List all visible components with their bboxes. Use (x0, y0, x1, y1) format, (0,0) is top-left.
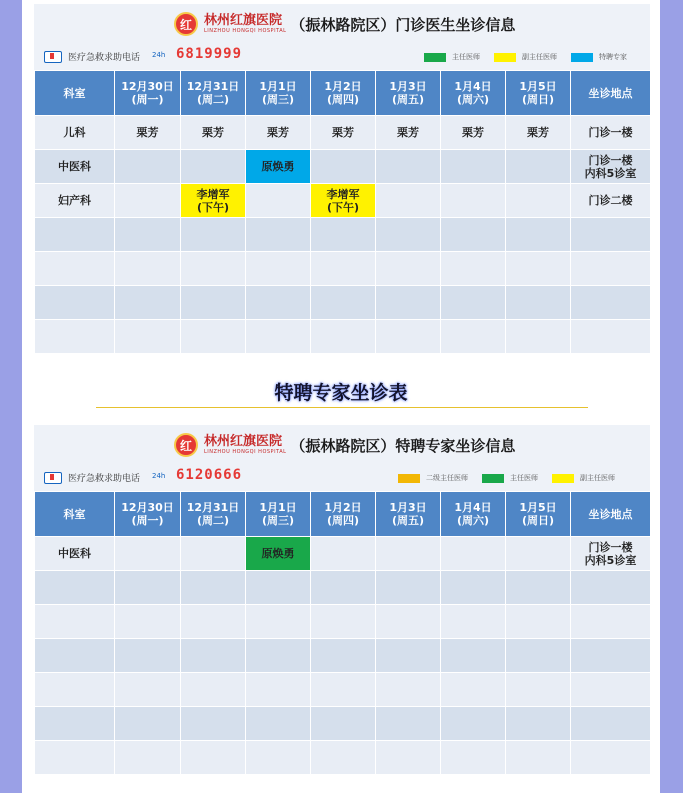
dept-cell: 儿科 (35, 116, 115, 150)
dept-cell: 妇产科 (35, 184, 115, 218)
empty-cell (246, 571, 311, 605)
empty-cell (311, 286, 376, 320)
doctor-cell: 栗芳 (115, 116, 181, 150)
location-cell: 门诊一楼 (571, 116, 651, 150)
empty-cell (506, 673, 571, 707)
header-date: 1月2日 (周四) (311, 492, 376, 537)
doctor-cell (506, 537, 571, 571)
legend-label: 副主任医师 (522, 53, 557, 61)
doctor-cell (441, 184, 506, 218)
header-location: 坐诊地点 (571, 492, 651, 537)
empty-cell (311, 673, 376, 707)
empty-cell (181, 218, 246, 252)
empty-cell (311, 218, 376, 252)
empty-cell (181, 639, 246, 673)
empty-cell (115, 707, 181, 741)
doctor-cell (441, 537, 506, 571)
doctor-cell: 李增军 (下午) (181, 184, 246, 218)
doctor-cell: 栗芳 (376, 116, 441, 150)
empty-cell (115, 571, 181, 605)
doctor-cell (506, 184, 571, 218)
empty-cell (376, 605, 441, 639)
doctor-cell (246, 184, 311, 218)
table-row (35, 150, 651, 184)
table-row (35, 605, 651, 639)
empty-cell (376, 252, 441, 286)
table-row (35, 320, 651, 354)
empty-cell (441, 218, 506, 252)
empty-cell (35, 218, 115, 252)
card-title: （振林路院区）门诊医生坐诊信息 (290, 15, 516, 34)
table-row (35, 286, 651, 320)
doctor-cell (181, 150, 246, 184)
header-date: 1月2日 (周四) (311, 71, 376, 116)
empty-cell (181, 320, 246, 354)
empty-cell (181, 605, 246, 639)
hotline-number: 6819999 (176, 46, 243, 62)
empty-cell (246, 218, 311, 252)
empty-cell (506, 605, 571, 639)
empty-cell (246, 605, 311, 639)
legend-swatch (552, 474, 574, 483)
table-row (35, 116, 651, 150)
empty-cell (376, 571, 441, 605)
ambulance-icon (44, 51, 62, 63)
legend (410, 52, 627, 62)
empty-cell (115, 605, 181, 639)
header-date: 1月1日 (周三) (246, 492, 311, 537)
doctor-cell: 栗芳 (246, 116, 311, 150)
header-date: 1月4日 (周六) (441, 492, 506, 537)
empty-cell (376, 286, 441, 320)
doctor-cell (115, 184, 181, 218)
empty-cell (506, 218, 571, 252)
doctor-cell: 李增军 (下午) (311, 184, 376, 218)
empty-cell (506, 571, 571, 605)
empty-cell (181, 741, 246, 775)
doctor-cell: 栗芳 (506, 116, 571, 150)
hospital-logo-icon: 红 (174, 12, 198, 36)
doctor-cell (311, 537, 376, 571)
empty-cell (571, 673, 651, 707)
empty-cell (115, 639, 181, 673)
table-row (35, 571, 651, 605)
empty-cell (571, 286, 651, 320)
empty-cell (246, 252, 311, 286)
empty-cell (441, 673, 506, 707)
empty-cell (571, 320, 651, 354)
doctor-cell (115, 537, 181, 571)
legend-swatch (398, 474, 420, 483)
schedule-card-expert (34, 425, 650, 775)
empty-cell (35, 707, 115, 741)
empty-cell (115, 741, 181, 775)
empty-cell (571, 218, 651, 252)
empty-cell (571, 571, 651, 605)
empty-cell (181, 252, 246, 286)
doctor-cell (181, 537, 246, 571)
empty-cell (35, 605, 115, 639)
empty-cell (571, 605, 651, 639)
card-header (34, 4, 650, 44)
doctor-cell (441, 150, 506, 184)
empty-cell (115, 218, 181, 252)
card-title: （振林路院区）特聘专家坐诊信息 (290, 436, 516, 455)
header-date: 1月4日 (周六) (441, 71, 506, 116)
expert-section-title: 特聘专家坐诊表 (274, 382, 408, 404)
hotline-24h-icon: 24h (152, 51, 166, 59)
empty-cell (181, 673, 246, 707)
location-cell: 门诊一楼 内科5诊室 (571, 537, 651, 571)
legend-swatch (424, 53, 446, 62)
empty-cell (35, 673, 115, 707)
empty-cell (376, 673, 441, 707)
doctor-cell: 原焕勇 (246, 150, 311, 184)
hospital-name: 林州红旗医院 (204, 13, 283, 28)
doctor-cell (376, 537, 441, 571)
empty-cell (35, 252, 115, 286)
empty-cell (571, 741, 651, 775)
doctor-cell: 栗芳 (181, 116, 246, 150)
legend-swatch (482, 474, 504, 483)
hotline-label: 医疗急救求助电话 (68, 53, 141, 63)
card-header (34, 425, 650, 465)
legend-label: 二级主任医师 (426, 474, 468, 482)
empty-cell (506, 639, 571, 673)
hotline-row (34, 44, 650, 70)
empty-cell (246, 707, 311, 741)
empty-cell (35, 571, 115, 605)
header-date: 12月30日 (周一) (115, 71, 181, 116)
doctor-cell (115, 150, 181, 184)
table-row (35, 218, 651, 252)
empty-cell (376, 320, 441, 354)
header-date: 1月1日 (周三) (246, 71, 311, 116)
hospital-logo-icon: 红 (174, 433, 198, 457)
empty-cell (311, 707, 376, 741)
empty-cell (376, 218, 441, 252)
dept-cell: 中医科 (35, 150, 115, 184)
table-row (35, 707, 651, 741)
hospital-name: 林州红旗医院 (204, 434, 283, 449)
doctor-cell: 栗芳 (441, 116, 506, 150)
empty-cell (506, 252, 571, 286)
empty-cell (311, 571, 376, 605)
empty-cell (506, 741, 571, 775)
hotline-number: 6120666 (176, 467, 243, 483)
schedule-card-outpatient (34, 4, 650, 354)
header-date: 1月3日 (周五) (376, 492, 441, 537)
schedule-table (34, 491, 651, 775)
table-row (35, 184, 651, 218)
empty-cell (115, 673, 181, 707)
header-date: 12月31日 (周二) (181, 492, 246, 537)
empty-cell (115, 252, 181, 286)
empty-cell (441, 252, 506, 286)
table-row (35, 673, 651, 707)
legend (384, 473, 615, 483)
page (22, 0, 660, 793)
doctor-cell (376, 150, 441, 184)
empty-cell (441, 639, 506, 673)
empty-cell (571, 252, 651, 286)
empty-cell (441, 286, 506, 320)
hotline-24h-icon: 24h (152, 472, 166, 480)
empty-cell (506, 286, 571, 320)
empty-cell (35, 741, 115, 775)
legend-label: 副主任医师 (580, 474, 615, 482)
empty-cell (35, 639, 115, 673)
empty-cell (311, 639, 376, 673)
hotline-label: 医疗急救求助电话 (68, 474, 141, 484)
doctor-cell (376, 184, 441, 218)
hospital-name-en: LINZHOU HONGQI HOSPITAL (204, 28, 287, 34)
empty-cell (441, 320, 506, 354)
schedule-table (34, 70, 651, 354)
empty-cell (35, 320, 115, 354)
empty-cell (376, 707, 441, 741)
legend-label: 特聘专家 (599, 53, 627, 61)
legend-swatch (494, 53, 516, 62)
legend-label: 主任医师 (452, 53, 480, 61)
empty-cell (115, 286, 181, 320)
legend-swatch (571, 53, 593, 62)
empty-cell (441, 707, 506, 741)
empty-cell (441, 571, 506, 605)
empty-cell (246, 741, 311, 775)
table-row (35, 639, 651, 673)
divider-line (96, 407, 588, 408)
header-date: 1月3日 (周五) (376, 71, 441, 116)
header-dept: 科室 (35, 492, 115, 537)
header-date: 12月30日 (周一) (115, 492, 181, 537)
empty-cell (506, 320, 571, 354)
header-date: 1月5日 (周日) (506, 71, 571, 116)
empty-cell (246, 639, 311, 673)
table-row (35, 741, 651, 775)
table-row (35, 252, 651, 286)
doctor-cell: 栗芳 (311, 116, 376, 150)
hospital-name-en: LINZHOU HONGQI HOSPITAL (204, 449, 287, 455)
empty-cell (376, 639, 441, 673)
empty-cell (246, 286, 311, 320)
ambulance-icon (44, 472, 62, 484)
doctor-cell (506, 150, 571, 184)
empty-cell (571, 707, 651, 741)
header-date: 12月31日 (周二) (181, 71, 246, 116)
empty-cell (571, 639, 651, 673)
empty-cell (506, 707, 571, 741)
empty-cell (376, 741, 441, 775)
legend-label: 主任医师 (510, 474, 538, 482)
doctor-cell: 原焕勇 (246, 537, 311, 571)
empty-cell (311, 741, 376, 775)
header-dept: 科室 (35, 71, 115, 116)
empty-cell (441, 605, 506, 639)
doctor-cell (311, 150, 376, 184)
empty-cell (311, 605, 376, 639)
empty-cell (246, 673, 311, 707)
empty-cell (35, 286, 115, 320)
empty-cell (181, 707, 246, 741)
empty-cell (311, 252, 376, 286)
empty-cell (181, 286, 246, 320)
empty-cell (181, 571, 246, 605)
table-row (35, 537, 651, 571)
location-cell: 门诊一楼 内科5诊室 (571, 150, 651, 184)
empty-cell (115, 320, 181, 354)
header-location: 坐诊地点 (571, 71, 651, 116)
empty-cell (441, 741, 506, 775)
location-cell: 门诊二楼 (571, 184, 651, 218)
header-date: 1月5日 (周日) (506, 492, 571, 537)
empty-cell (246, 320, 311, 354)
hotline-row (34, 465, 650, 491)
dept-cell: 中医科 (35, 537, 115, 571)
empty-cell (311, 320, 376, 354)
